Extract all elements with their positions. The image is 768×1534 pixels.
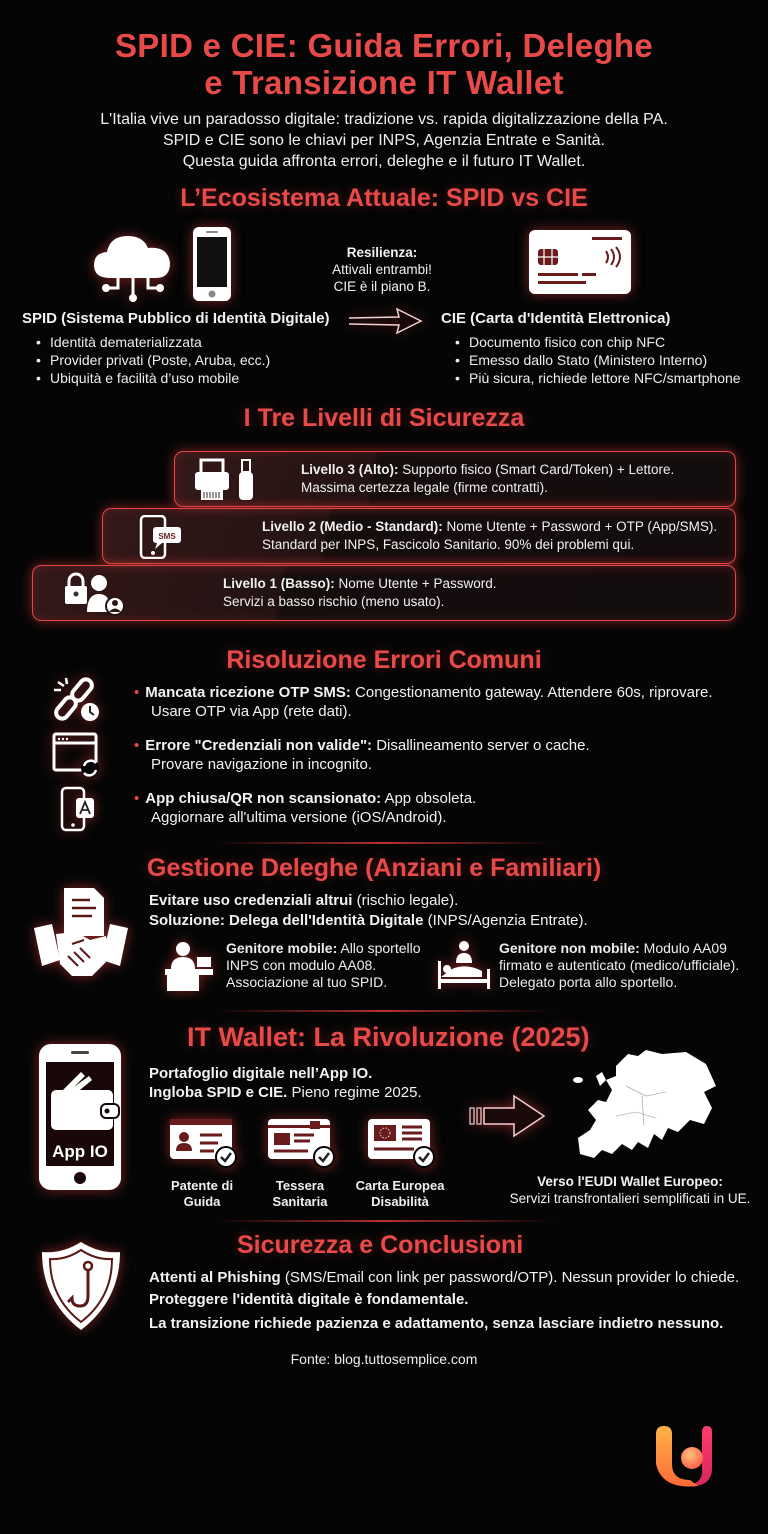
- doc-label-line1: Carta Europea: [355, 1178, 445, 1193]
- broken-link-clock-icon: [52, 676, 102, 722]
- bullet-icon: •: [134, 790, 140, 807]
- resilience-line2: CIE è il piano B.: [333, 279, 431, 294]
- bullet-icon: •: [134, 684, 140, 701]
- level-1-label: Livello 1 (Basso):: [223, 576, 335, 591]
- error-item-app: [134, 789, 476, 827]
- doc-label-line1: Tessera: [275, 1178, 325, 1193]
- cie-heading: CIE (Carta d'Identità Elettronica): [441, 310, 671, 327]
- error-label: App chiusa/QR non scansionato:: [145, 790, 382, 807]
- eudi-label: Verso l'EUDI Wallet Europeo:: [537, 1174, 723, 1189]
- security-line3: La transizione richiede pazienza e adattamento, senza lasciare indietro nessuno.: [149, 1315, 724, 1332]
- delegations-warning-rest: (rischio legale).: [352, 892, 459, 909]
- cie-bullets: [455, 333, 741, 387]
- doc-health-card: [258, 1117, 342, 1210]
- spid-bullet: • Identità dematerializzata: [36, 333, 270, 351]
- level-2-desc: Nome Utente + Password + OTP (App/SMS).: [442, 519, 718, 534]
- case-text: Modulo AA09: [639, 940, 727, 956]
- level-1-desc: Nome Utente + Password.: [334, 576, 497, 591]
- error-line2: Aggiornare all'ultima versione (iOS/Android).: [151, 809, 447, 826]
- level-2-label: Livello 2 (Medio - Standard):: [262, 519, 443, 534]
- health-card-icon: [266, 1117, 336, 1169]
- level-1-text: [223, 575, 496, 611]
- arrow-right-icon: [347, 306, 423, 336]
- case-label: Genitore mobile:: [226, 940, 338, 956]
- handshake-document-icon: [32, 884, 130, 980]
- hospital-bed-icon: [436, 939, 492, 991]
- source-credit: Fonte: blog.tuttosemplice.com: [290, 1351, 478, 1367]
- card-reader-icon: [193, 458, 263, 502]
- browser-refresh-icon: [52, 732, 102, 778]
- error-desc: Congestionamento gateway. Attendere 60s, riprovare.: [350, 684, 713, 701]
- doc-eu-disability-card: [352, 1117, 448, 1210]
- wallet-intro: [149, 1064, 422, 1102]
- lock-user-icon: [63, 572, 131, 616]
- level-1-line2: Servizi a basso rischio (meno usato).: [223, 594, 445, 609]
- brand-logo-icon: [652, 1424, 726, 1494]
- level-3-desc: Supporto fisico (Smart Card/Token) + Lettore.: [398, 462, 675, 477]
- error-label: Errore "Credenziali non valide":: [145, 737, 373, 754]
- wallet-line1: Portafoglio digitale nell’App IO.: [149, 1065, 373, 1082]
- intro-line-3: Questa guida affronta errori, deleghe e il futuro IT Wallet.: [182, 153, 586, 170]
- error-item-credentials: [134, 736, 590, 774]
- resilience-label: Resilienza:: [346, 245, 418, 260]
- resilience-line1: Attivali entrambi!: [332, 262, 432, 277]
- case-line2: INPS con modulo AA08.: [226, 957, 377, 973]
- eudi-note: [502, 1173, 758, 1207]
- nfc-card-icon: [528, 229, 632, 295]
- delegations-solution-rest: (INPS/Agenzia Entrate).: [423, 912, 588, 929]
- case-line3: Associazione al tuo SPID.: [226, 974, 388, 990]
- level-2-card: [102, 508, 736, 564]
- phishing-warning: Attenti al Phishing: [149, 1269, 281, 1286]
- resilience-note: [322, 244, 442, 295]
- eu-disability-card-icon: [366, 1117, 436, 1169]
- intro-line-1: L'Italia vive un paradosso digitale: tradizione vs. rapida digitalizzazione della PA.: [100, 111, 668, 128]
- error-line2: Provare navigazione in incognito.: [151, 756, 372, 773]
- delegation-case-mobile: [226, 940, 421, 991]
- wallet-title: IT Wallet: La Rivoluzione (2025): [187, 1022, 590, 1052]
- errors-title: Risoluzione Errori Comuni: [226, 646, 542, 674]
- cie-bullet: • Emesso dallo Stato (Ministero Interno): [455, 351, 741, 369]
- cie-bullet: • Più sicura, richiede lettore NFC/smartphone: [455, 369, 741, 387]
- security-text: [149, 1267, 739, 1335]
- smartphone-icon: [191, 225, 233, 303]
- office-desk-icon: [163, 941, 215, 991]
- case-line2: firmato e autenticato (medico/ufficiale).: [499, 957, 740, 973]
- security-title: Sicurezza e Conclusioni: [237, 1231, 524, 1259]
- doc-label: [352, 1178, 448, 1210]
- error-desc: Disallineamento server o cache.: [372, 737, 590, 754]
- eudi-text: Servizi transfrontalieri semplificati in UE.: [509, 1191, 751, 1206]
- doc-label: [160, 1178, 244, 1210]
- delegation-case-non-mobile: [499, 940, 739, 991]
- wallet-line2-bold: Ingloba SPID e CIE.: [149, 1084, 288, 1101]
- error-item-otp: [134, 683, 713, 721]
- delegations-intro: [149, 891, 588, 931]
- doc-label-line2: Disabilità: [371, 1194, 429, 1209]
- error-line2: Usare OTP via App (rete dati).: [151, 703, 352, 720]
- level-3-text: [301, 461, 674, 497]
- svg-text:SMS: SMS: [158, 532, 176, 541]
- case-text: Allo sportello: [337, 940, 421, 956]
- section-divider: [214, 1010, 554, 1012]
- doc-label-line1: Patente di: [170, 1178, 234, 1193]
- app-io-phone-icon: [37, 1042, 123, 1192]
- page-title-line2: e Transizione IT Wallet: [204, 64, 564, 101]
- europe-map-icon: [566, 1046, 746, 1166]
- delegations-warning: Evitare uso credenziali altrui: [149, 892, 353, 909]
- level-2-line2: Standard per INPS, Fascicolo Sanitario. 90% dei problemi qui.: [262, 537, 635, 552]
- case-label: Genitore non mobile:: [499, 940, 640, 956]
- wallet-phone-icon: [37, 1042, 123, 1192]
- spid-bullets: [36, 333, 270, 387]
- shield-phishing-icon: [40, 1240, 122, 1332]
- error-desc: App obsoleta.: [381, 790, 477, 807]
- delegations-solution: Soluzione: Delega dell'Identità Digitale: [149, 912, 424, 929]
- spid-heading: SPID (Sistema Pubblico di Identità Digitale): [22, 310, 330, 327]
- case-line3: Delegato porta allo sportello.: [499, 974, 678, 990]
- arrow-right-icon: [468, 1094, 546, 1138]
- level-1-card: [32, 565, 736, 621]
- doc-driving-license: [160, 1117, 244, 1210]
- spid-bullet: • Ubiquità e facilità d’uso mobile: [36, 369, 270, 387]
- cloud-network-icon: [88, 228, 178, 308]
- security-line2: Proteggere l'identità digitale è fondamentale.: [149, 1291, 469, 1308]
- doc-label-line2: Guida: [183, 1194, 221, 1209]
- level-3-card: [174, 451, 736, 507]
- error-label: Mancata ricezione OTP SMS:: [145, 684, 351, 701]
- delegations-title: Gestione Deleghe (Anziani e Familiari): [147, 854, 602, 882]
- driving-license-icon: [168, 1117, 238, 1169]
- spid-bullet: • Provider privati (Poste, Aruba, ecc.): [36, 351, 270, 369]
- cie-bullet: • Documento fisico con chip NFC: [455, 333, 741, 351]
- intro-line-2: SPID e CIE sono le chiavi per INPS, Agenzia Entrate e Sanità.: [162, 132, 605, 149]
- bullet-icon: •: [134, 737, 140, 754]
- levels-title: I Tre Livelli di Sicurezza: [243, 404, 525, 432]
- phone-appstore-icon: [60, 786, 96, 832]
- sms-phone-icon: [139, 515, 183, 559]
- ecosystem-title: L’Ecosistema Attuale: SPID vs CIE: [180, 184, 588, 212]
- section-divider: [214, 842, 554, 844]
- wallet-line2-rest: Pieno regime 2025.: [287, 1084, 422, 1101]
- app-io-label: App IO: [52, 1142, 108, 1161]
- section-divider: [214, 1220, 554, 1222]
- doc-label-line2: Sanitaria: [272, 1194, 328, 1209]
- level-3-line2: Massima certezza legale (firme contratti).: [301, 480, 548, 495]
- phishing-warning-rest: (SMS/Email con link per password/OTP). Nessun provider lo chiede.: [280, 1269, 740, 1286]
- page-title-line1: SPID e CIE: Guida Errori, Deleghe: [114, 27, 654, 64]
- level-2-text: [262, 518, 717, 554]
- level-3-label: Livello 3 (Alto):: [301, 462, 399, 477]
- doc-label: [258, 1178, 342, 1210]
